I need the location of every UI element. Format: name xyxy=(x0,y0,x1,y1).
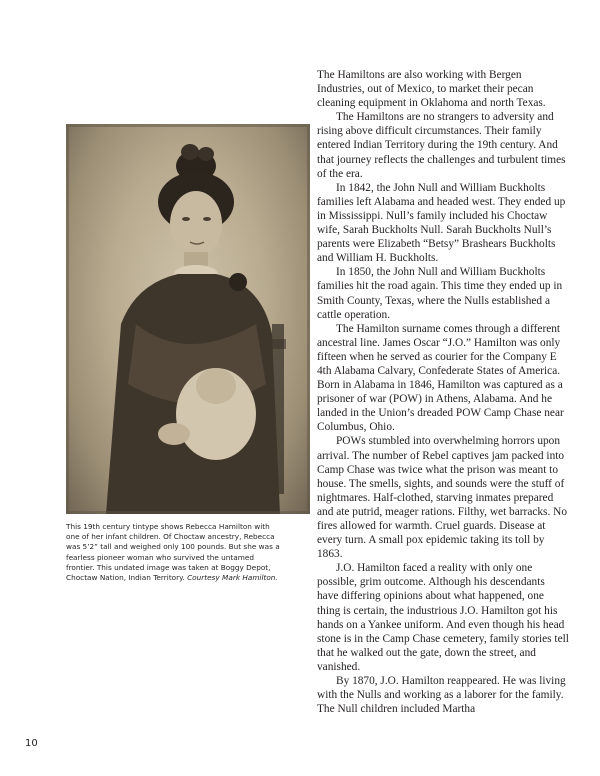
caption-credit: Courtesy Mark Hamilton. xyxy=(187,573,278,583)
paragraph: POWs stumbled into overwhelming horrors upon arrival. The number of Rebel captives jam packed into Camp Chase was twice what the prison was meant to house. The smells, sights, and sounds were the stuff of nightmares. Half-clothed, starving inmates prepared and ate putrid, meager rations. Filthy, wet barracks. No fires allowed for warmth. Cruel guards. Disease at every turn. A small pox epidemic taking its toll by 1863. xyxy=(317,435,568,561)
paragraph: In 1850, the John Null and William Buckholts families hit the road again. This time they ended up in Smith County, Texas, where the Nulls established a cattle operation. xyxy=(317,266,563,321)
page-number: 10 xyxy=(25,738,38,749)
paragraph: J.O. Hamilton faced a reality with only one possible, grim outcome. Although his descendants have differing opinions about what happened, one thing is certain, the industrious J.O. Hamilton got his hands on a Yankee uniform. And even though his head stone is in the Camp Chase cemetery, family stories tell that he walked out the gate, down the street, and vanished. xyxy=(317,562,569,673)
paragraph: By 1870, J.O. Hamilton reappeared. He was living with the Nulls and working as a laborer for the family. The Null children included Martha xyxy=(317,675,566,716)
caption-text: This 19th century tintype shows Rebecca Hamilton with one of her infant children. Of Choctaw ancestry, Rebecca was 5’2” tall and weighed only 100 pounds. But she was a fearless pioneer woman who survived the untamed frontier. This undated image was taken at Boggy Depot, Choctaw Nation, Indian Territory. xyxy=(66,522,280,583)
paragraph: The Hamiltons are also working with Bergen Industries, out of Mexico, to market their pecan cleaning equipment in Oklahoma and north Texas. xyxy=(317,69,546,110)
photo-caption xyxy=(66,522,280,583)
paragraph: The Hamilton surname comes through a different ancestral line. James Oscar “J.O.” Hamilton was only fifteen when he served as courier for the Company E 4th Alabama Calvary, Confederate States of America. Born in Alabama in 1846, Hamilton was captured as a prisoner of war (POW) in Athens, Alabama. And he landed in the Union’s dreaded POW Camp Chase near Columbus, Ohio. xyxy=(317,322,564,434)
article-text xyxy=(317,68,569,716)
tintype-portrait-image xyxy=(66,124,310,514)
tintype-photo xyxy=(66,124,310,514)
paragraph: In 1842, the John Null and William Buckholts families left Alabama and headed west. They ended up in Mississippi. Null’s family included his Choctaw wife, Sarah Buckholts Null. Sarah Buckholts Null’s parents were Elizabeth “Betsy” Brashears Buckholts and William H. Buckholts. xyxy=(317,181,566,265)
paragraph: The Hamiltons are no strangers to adversity and rising above difficult circumstances. Their family entered Indian Territory during the 19th century. And that journey reflects the challenges and turbulent times of the era. xyxy=(317,111,566,180)
